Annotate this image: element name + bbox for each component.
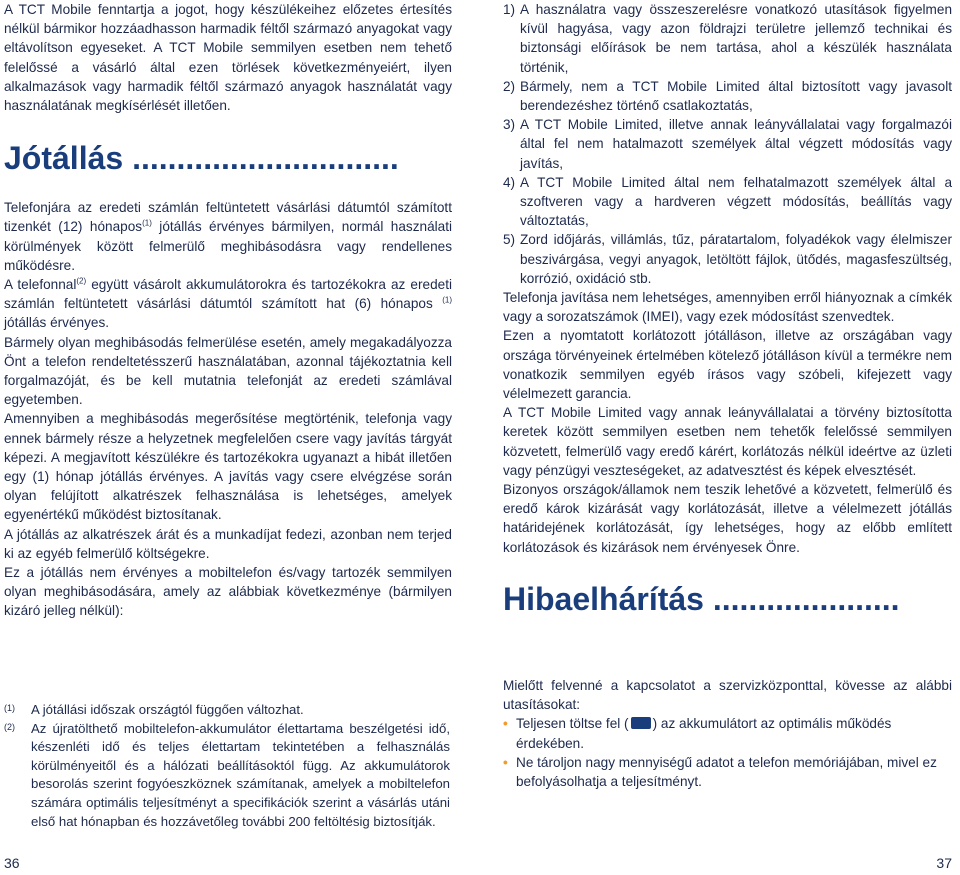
footnote-2 [4, 720, 450, 832]
list-item: 5) Zord időjárás, villámlás, tűz, páratartalom, folyadékok vagy élelmiszer beszivárgása, vegyi anyagok, letöltött fájlok, ütődés, magasfeszültség, korrózió, oxidáció stb. [503, 232, 952, 286]
bullet-icon: • [503, 754, 508, 770]
warranty-heading: Jótállás .............................. [4, 140, 399, 177]
intro-paragraph: A TCT Mobile fenntartja a jogot, hogy készülékeihez előzetes értesítés nélkül bármikor hozzáadhasson harmadik féltől származó anyagokat vagy eltávolítson egyeseket. A TCT Mobile semmilyen esetben nem tehető felelőssé a vásárló által ezen törlések következményeiért, ilyen alkalmazások vagy harmadik féltől származó anyagok használatát vagy használatának megkísérlését illetően. [4, 2, 452, 114]
footnote-mark: (2) [4, 721, 15, 732]
warranty-paragraph-4: Amennyiben a meghibásodás megerősítése megtörténik, telefonja vagy ennek bármely része a helyzetnek megfelelően csere vagy javítás tárgyát képezi. A megjavított készülékre és tartozékokra ugyanazt a hibát illetően egy (1) hónap jótállás érvényes. A javítás vagy csere elvégzése során olyan felújított alkatrészek felhasználása is lehetséges, amelyek egyenértékű működést biztosítanak. [4, 411, 452, 523]
paragraph: Ezen a nyomtatott korlátozott jótálláson, illetve az országában vagy országa törvényeinek értelmében kötelező jótálláson kívül a termékre nem vonatkozik semmilyen egyéb írásos vagy szóbeli, kifejezett vagy vélelmezett garancia. [503, 328, 952, 402]
paragraph: A TCT Mobile Limited vagy annak leányvállalatai a törvény biztosította keretek között semmilyen esetben nem tehetők felelőssé semmilyen közvetett, felmerülő vagy eredő kárért, korlátozás nélkül ideértve az üzleti vagy pénzügyi veszteségeket, az adatvesztést és képek elvesztését. [503, 405, 952, 478]
footnote-1 [4, 701, 450, 720]
list-item: 1) A használatra vagy összeszerelésre vonatkozó utasítások figyelmen kívül hagyása, vagy azon földrajzi területre jellemző technikai és biztonsági előírások be nem tartása, ahol a készülék használata történik, [503, 2, 952, 75]
paragraph: Bizonyos országok/államok nem teszik lehetővé a közvetett, felmerülő és eredő károk kizárását vagy korlátozását, illetve a vélelmezett jótállás határidejének korlátozását, így lehetséges, hogy az előbb említett korlátozások és kizárások nem érvényesek Önre. [503, 482, 952, 555]
list-item: 2) Bármely, nem a TCT Mobile Limited által biztosított vagy javasolt berendezéshez történő csatlakoztatás, [503, 78, 952, 114]
left-column [4, 0, 452, 621]
right-column [503, 0, 952, 617]
footnote-mark: (1) [4, 703, 15, 713]
exclusion-list [503, 0, 952, 288]
page-number-right: 37 [936, 855, 952, 871]
troubleshooting-heading: Hibaelhárítás ..................... [503, 580, 900, 617]
bullet-icon: • [503, 716, 508, 732]
list-item: • Ne tároljon nagy mennyiségű adatot a telefon memóriájában, mivel ez befolyásolhatja a teljesítményt. [503, 754, 937, 790]
warranty-paragraph-2: A telefonnal$^{(2)}$ együtt vásárolt akkumulátorokra és tartozékokra az eredeti számlán feltüntetett vásárlási dátumtól számított hat (6) hónapos $^{(1)}$ jótállás érvényes. [4, 276, 452, 331]
footnotes [4, 701, 450, 831]
battery-icon [631, 717, 651, 729]
page-number-left: 36 [4, 855, 20, 871]
list-item: 3) A TCT Mobile Limited, illetve annak leányvállalatai vagy forgalmazói által fel nem hatalmazott személyek által végzett módosítás vagy javítás, [503, 117, 952, 171]
footnote-text: Az újratölthető mobiltelefon-akkumulátor élettartama beszélgetési idő, készenléti idő és teljes élettartam tekintetében a felhasználás körülményeitől és a hálózati beállításoktól függ. Az akkumulátorok besorolás szerint fogyóeszköznek számítanak, amelyek a mobiltelefon számára optimális teljesítményt a specifikációk szerint a vásárlás utáni első hat hónapban és hozzávetőleg további 200 feltöltésig biztosítják. [31, 720, 450, 829]
warranty-paragraph-6: Ez a jótállás nem érvényes a mobiltelefon és/vagy tartozék semmilyen olyan meghibásodására, amely az alábbiak következménye (bármilyen kizáró jelleg nélkül): [4, 565, 452, 619]
warranty-paragraph-3: Bármely olyan meghibásodás felmerülése esetén, amely megakadályozza Önt a telefon rendeltetésszerű használatában, azonnal tájékoztatnia kell forgalmazóját, és be kell mutatnia telefonját az eredeti számlával egyetemben. [4, 334, 452, 408]
paragraph: Telefonja javítása nem lehetséges, amennyiben erről hiányoznak a címkék vagy a sorozatszámok (IMEI), vagy ezek módosítást szenvedtek. [503, 290, 952, 325]
warranty-paragraph-1: Telefonjára az eredeti számlán feltüntetett vásárlási dátumtól számított tizenkét (12) hónapos$^{(1)}$ jótállás érvényes bármilyen, normál használati körülmények között felmerülő meghibásodásra vagy rendellenes működésre. [4, 200, 453, 273]
troubleshooting-intro: Mielőtt felvenné a kapcsolatot a szervizközponttal, kövesse az alábbi utasításokat: [503, 678, 952, 713]
warranty-paragraph-5: A jótállás az alkatrészek árát és a munkadíjat fedezi, azonban nem terjed ki az egyéb felmerülő költségekre. [4, 526, 452, 561]
list-item: 4) A TCT Mobile Limited által nem felhatalmazott személyek által a szoftveren vagy a hardveren végzett módosítás, beállítás vagy változtatás, [503, 174, 952, 229]
troubleshooting-list [503, 714, 952, 791]
troubleshooting-section [503, 676, 952, 791]
footnote-text: A jótállási időszak országtól függően változhat. [31, 702, 304, 717]
list-item: • Teljesen töltse fel ( ) az akkumulátort az optimális működés érdekében. [503, 716, 892, 751]
